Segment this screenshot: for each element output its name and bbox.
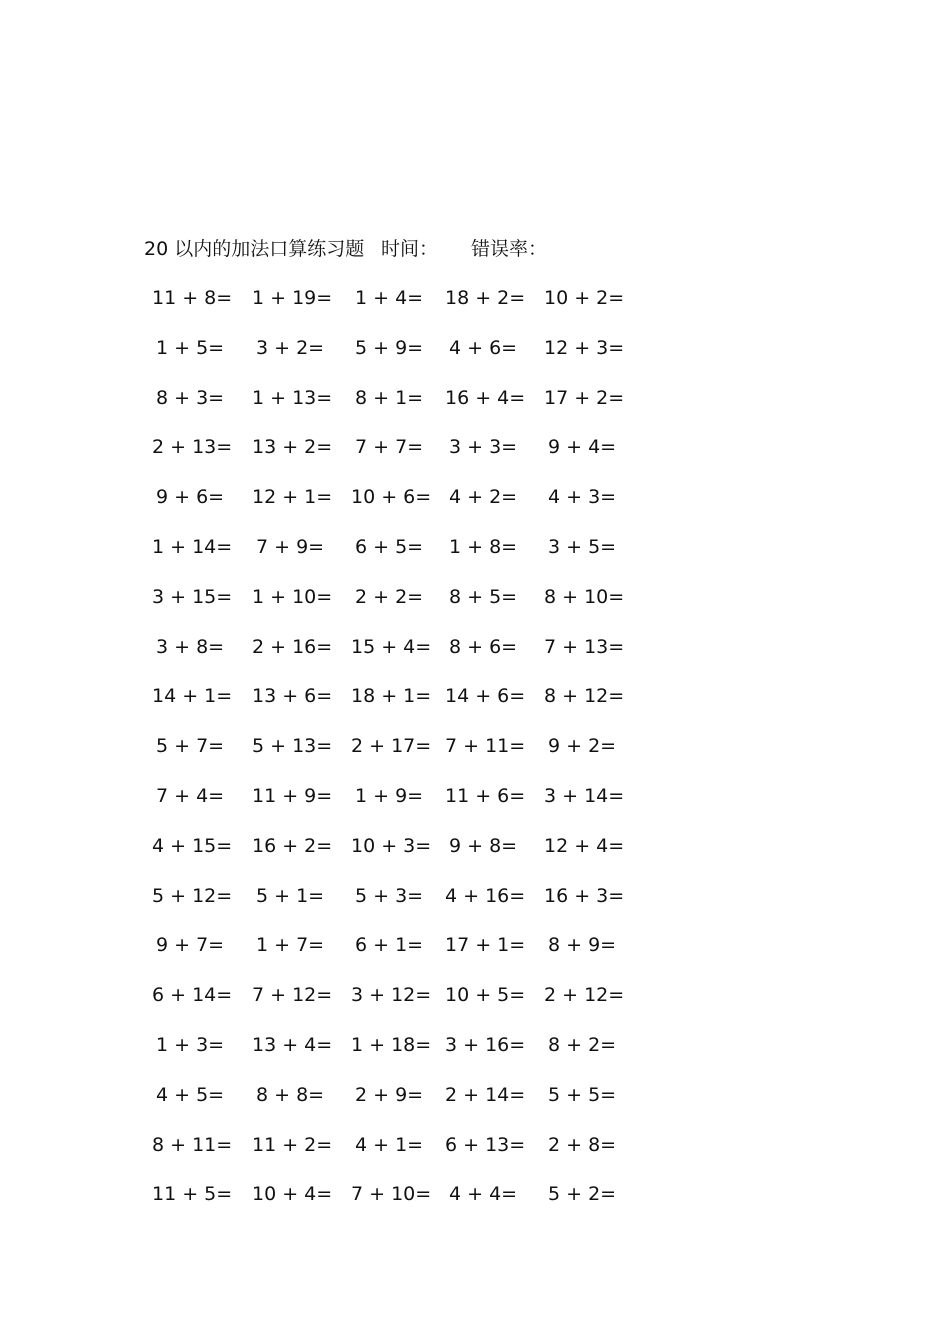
problem-item: 11 + 2= xyxy=(252,1134,333,1156)
problem-item: 7 + 12= xyxy=(252,984,333,1006)
problem-row xyxy=(146,1132,646,1158)
problem-item: 3 + 2= xyxy=(256,337,325,359)
problem-row xyxy=(146,833,646,859)
problem-item: 1 + 10= xyxy=(252,586,333,608)
problem-item: 7 + 13= xyxy=(544,636,625,658)
problem-item: 2 + 8= xyxy=(548,1134,617,1156)
problem-item: 2 + 12= xyxy=(544,984,625,1006)
problem-item: 3 + 3= xyxy=(449,436,518,458)
problem-item: 10 + 5= xyxy=(445,984,526,1006)
problem-item: 3 + 5= xyxy=(548,536,617,558)
problem-row xyxy=(146,484,646,510)
problem-item: 4 + 2= xyxy=(449,486,518,508)
problem-item: 2 + 17= xyxy=(351,735,432,757)
problem-item: 6 + 13= xyxy=(445,1134,526,1156)
problem-item: 10 + 2= xyxy=(544,287,625,309)
problem-item: 3 + 16= xyxy=(445,1034,526,1056)
problem-item: 1 + 18= xyxy=(351,1034,432,1056)
problem-item: 3 + 12= xyxy=(351,984,432,1006)
problem-item: 11 + 6= xyxy=(445,785,526,807)
problem-item: 8 + 8= xyxy=(256,1084,325,1106)
problem-row xyxy=(146,584,646,610)
problem-item: 8 + 3= xyxy=(156,387,225,409)
problem-item: 3 + 15= xyxy=(152,586,233,608)
problem-item: 9 + 6= xyxy=(156,486,225,508)
problem-row xyxy=(146,733,646,759)
problem-row xyxy=(146,434,646,460)
problem-item: 9 + 8= xyxy=(449,835,518,857)
problem-item: 8 + 1= xyxy=(355,387,424,409)
problem-item: 14 + 1= xyxy=(152,685,233,707)
problem-item: 7 + 11= xyxy=(445,735,526,757)
problem-item: 8 + 5= xyxy=(449,586,518,608)
problem-item: 17 + 1= xyxy=(445,934,526,956)
problem-item: 1 + 13= xyxy=(252,387,333,409)
problem-item: 16 + 2= xyxy=(252,835,333,857)
problem-row xyxy=(146,634,646,660)
problem-item: 5 + 2= xyxy=(548,1183,617,1205)
problem-row xyxy=(146,1181,646,1207)
problem-item: 18 + 2= xyxy=(445,287,526,309)
problem-item: 7 + 4= xyxy=(156,785,225,807)
problem-item: 6 + 1= xyxy=(355,934,424,956)
problem-item: 10 + 4= xyxy=(252,1183,333,1205)
problem-item: 4 + 5= xyxy=(156,1084,225,1106)
problem-row xyxy=(146,285,646,311)
problem-item: 4 + 3= xyxy=(548,486,617,508)
problem-item: 2 + 14= xyxy=(445,1084,526,1106)
problem-item: 8 + 9= xyxy=(548,934,617,956)
problem-item: 8 + 11= xyxy=(152,1134,233,1156)
problem-row xyxy=(146,783,646,809)
problem-item: 4 + 15= xyxy=(152,835,233,857)
problem-item: 1 + 3= xyxy=(156,1034,225,1056)
problem-row xyxy=(146,534,646,560)
problem-row xyxy=(146,883,646,909)
problem-item: 11 + 9= xyxy=(252,785,333,807)
time-label: 时间： xyxy=(381,238,439,260)
problem-item: 1 + 4= xyxy=(355,287,424,309)
problem-item: 7 + 10= xyxy=(351,1183,432,1205)
problem-item: 1 + 8= xyxy=(449,536,518,558)
problem-item: 8 + 10= xyxy=(544,586,625,608)
error-rate-label: 错误率： xyxy=(471,238,548,260)
problem-item: 8 + 6= xyxy=(449,636,518,658)
problem-item: 9 + 4= xyxy=(548,436,617,458)
problem-item: 1 + 19= xyxy=(252,287,333,309)
problem-row xyxy=(146,385,646,411)
problem-item: 13 + 4= xyxy=(252,1034,333,1056)
problem-item: 5 + 1= xyxy=(256,885,325,907)
problem-item: 11 + 5= xyxy=(152,1183,233,1205)
problem-item: 8 + 12= xyxy=(544,685,625,707)
problem-item: 5 + 9= xyxy=(355,337,424,359)
worksheet-title: 20 以内的加法口算练习题 xyxy=(144,238,365,260)
problem-row xyxy=(146,683,646,709)
problem-item: 4 + 4= xyxy=(449,1183,518,1205)
problem-item: 9 + 7= xyxy=(156,934,225,956)
problem-item: 12 + 1= xyxy=(252,486,333,508)
problem-item: 12 + 3= xyxy=(544,337,625,359)
problem-item: 16 + 4= xyxy=(445,387,526,409)
problem-item: 1 + 9= xyxy=(355,785,424,807)
problem-item: 15 + 4= xyxy=(351,636,432,658)
problem-row xyxy=(146,932,646,958)
problem-item: 12 + 4= xyxy=(544,835,625,857)
problem-item: 3 + 14= xyxy=(544,785,625,807)
problem-item: 1 + 7= xyxy=(256,934,325,956)
problem-item: 7 + 9= xyxy=(256,536,325,558)
problem-item: 11 + 8= xyxy=(152,287,233,309)
problem-item: 5 + 3= xyxy=(355,885,424,907)
problem-item: 10 + 6= xyxy=(351,486,432,508)
problem-item: 5 + 12= xyxy=(152,885,233,907)
problem-item: 4 + 16= xyxy=(445,885,526,907)
problem-item: 2 + 2= xyxy=(355,586,424,608)
problem-item: 1 + 5= xyxy=(156,337,225,359)
problem-item: 13 + 2= xyxy=(252,436,333,458)
problem-item: 16 + 3= xyxy=(544,885,625,907)
problem-item: 5 + 13= xyxy=(252,735,333,757)
problem-row xyxy=(146,1032,646,1058)
problem-item: 4 + 6= xyxy=(449,337,518,359)
problem-item: 2 + 13= xyxy=(152,436,233,458)
problem-item: 9 + 2= xyxy=(548,735,617,757)
problem-row xyxy=(146,335,646,361)
problem-item: 13 + 6= xyxy=(252,685,333,707)
problem-item: 8 + 2= xyxy=(548,1034,617,1056)
problem-item: 14 + 6= xyxy=(445,685,526,707)
problem-item: 10 + 3= xyxy=(351,835,432,857)
problem-item: 5 + 7= xyxy=(156,735,225,757)
problem-item: 7 + 7= xyxy=(355,436,424,458)
problem-item: 5 + 5= xyxy=(548,1084,617,1106)
problem-row xyxy=(146,982,646,1008)
problem-item: 2 + 16= xyxy=(252,636,333,658)
problem-item: 6 + 14= xyxy=(152,984,233,1006)
problem-item: 4 + 1= xyxy=(355,1134,424,1156)
problem-item: 17 + 2= xyxy=(544,387,625,409)
problem-row xyxy=(146,1082,646,1108)
problem-item: 3 + 8= xyxy=(156,636,225,658)
problem-item: 2 + 9= xyxy=(355,1084,424,1106)
problem-item: 6 + 5= xyxy=(355,536,424,558)
problem-item: 1 + 14= xyxy=(152,536,233,558)
problem-item: 18 + 1= xyxy=(351,685,432,707)
